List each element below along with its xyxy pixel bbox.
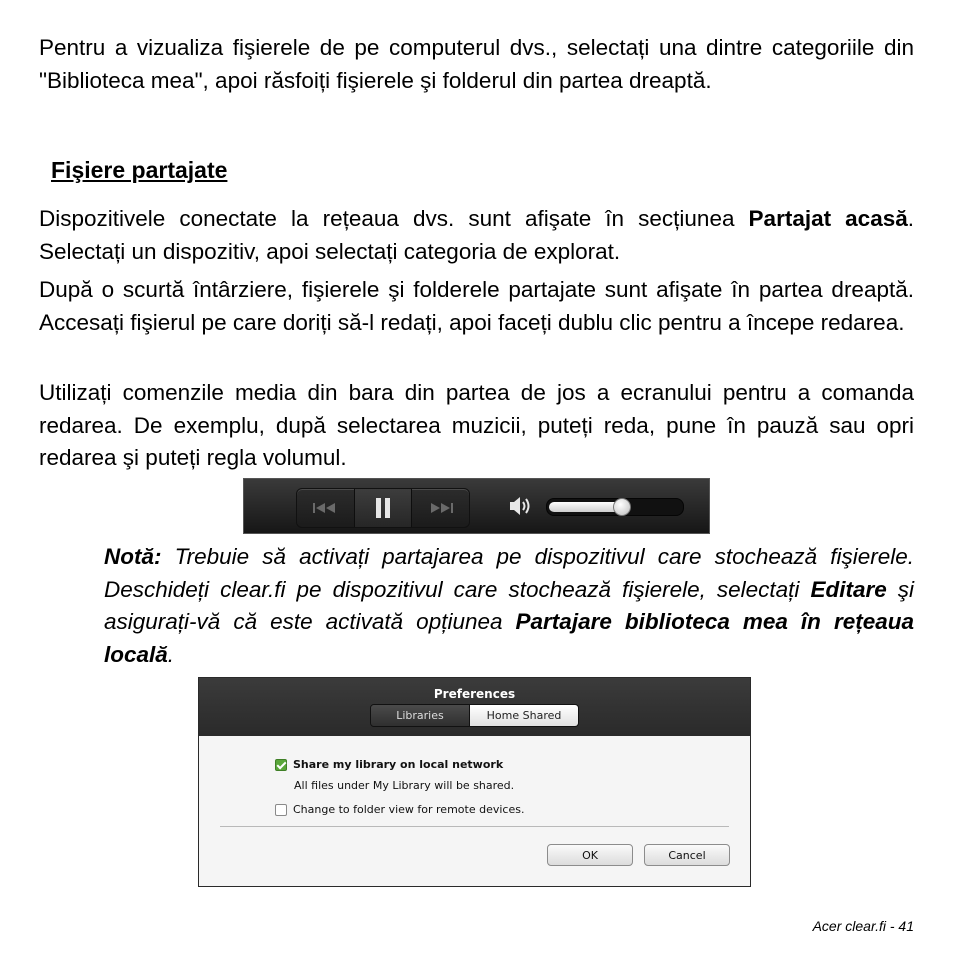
note-paragraph bbox=[104, 541, 914, 671]
paragraph-delay: După o scurtă întârziere, fişierele şi folderele partajate sunt afişate în partea dreaptă. Accesați fişierul pe care doriți să-l redați, apoi faceți dublu clic pentru a începe redarea. bbox=[39, 277, 914, 335]
cancel-button[interactable]: Cancel bbox=[644, 844, 730, 866]
paragraph-text: . Selectați un dispozitiv, apoi selectați categoria de explorat. bbox=[39, 206, 914, 264]
ok-button[interactable]: OK bbox=[547, 844, 633, 866]
paragraph-bold: Partajat acasă bbox=[748, 206, 908, 231]
previous-icon bbox=[312, 501, 338, 515]
paragraph-text: Dispozitivele conectate la rețeaua dvs. sunt afişate în secțiunea bbox=[39, 206, 749, 231]
share-library-checkbox[interactable] bbox=[275, 759, 287, 771]
volume-slider[interactable] bbox=[546, 498, 684, 516]
media-player-bar bbox=[243, 478, 710, 534]
folder-view-label: Change to folder view for remote devices. bbox=[293, 803, 525, 816]
dialog-header bbox=[199, 678, 750, 736]
share-library-label: Share my library on local network bbox=[293, 758, 504, 771]
paragraph-shared-devices bbox=[39, 203, 914, 268]
pause-icon bbox=[374, 497, 392, 519]
note-text: şi asigurați-vă că este activată opțiunea bbox=[104, 576, 915, 634]
folder-view-checkbox[interactable] bbox=[275, 804, 287, 816]
next-button[interactable] bbox=[412, 489, 469, 527]
previous-button[interactable] bbox=[297, 489, 354, 527]
volume-level-fill bbox=[549, 502, 621, 512]
intro-paragraph: Pentru a vizualiza fişierele de pe computerul dvs., selectați una dintre categoriile din "Biblioteca mea", apoi răsfoiți fişierele şi folderul din partea dreaptă. bbox=[39, 35, 914, 93]
note-text: . bbox=[167, 641, 175, 667]
dialog-title: Preferences bbox=[433, 687, 516, 701]
share-library-option[interactable] bbox=[275, 758, 503, 771]
volume-slider-handle[interactable] bbox=[613, 498, 631, 516]
tab-home-shared[interactable]: Home Shared bbox=[470, 705, 578, 726]
paragraph-media-controls: Utilizați comenzile media din bara din partea de jos a ecranului pentru a comanda redarea. De exemplu, după selectarea muzicii, puteți reda, pune în pauză sau opri redarea şi puteți regla volumul. bbox=[39, 380, 914, 470]
tab-libraries[interactable]: Libraries bbox=[371, 705, 470, 726]
share-library-description: All files under My Library will be shared. bbox=[294, 779, 515, 792]
section-heading: Fişiere partajate bbox=[51, 157, 228, 183]
dialog-divider bbox=[220, 826, 729, 827]
preferences-dialog bbox=[198, 677, 751, 887]
folder-view-option[interactable] bbox=[275, 803, 524, 816]
note-bold: Editare bbox=[810, 576, 887, 602]
next-icon bbox=[428, 501, 454, 515]
tab-bar bbox=[370, 704, 579, 727]
volume-icon[interactable] bbox=[508, 495, 532, 517]
note-label: Notă: bbox=[104, 544, 162, 569]
pause-button[interactable] bbox=[354, 489, 413, 527]
playback-buttons bbox=[296, 488, 470, 528]
note-bold: Partajare biblioteca mea în rețeaua locală bbox=[104, 609, 914, 667]
note-text: Trebuie să activați partajarea pe dispozitivul care stochează fişierele. Deschideți clear.fi pe dispozitivul care stochează fişierele, selectați bbox=[104, 544, 914, 602]
page-footer: Acer clear.fi - 41 bbox=[812, 918, 914, 934]
dialog-body bbox=[199, 736, 750, 886]
